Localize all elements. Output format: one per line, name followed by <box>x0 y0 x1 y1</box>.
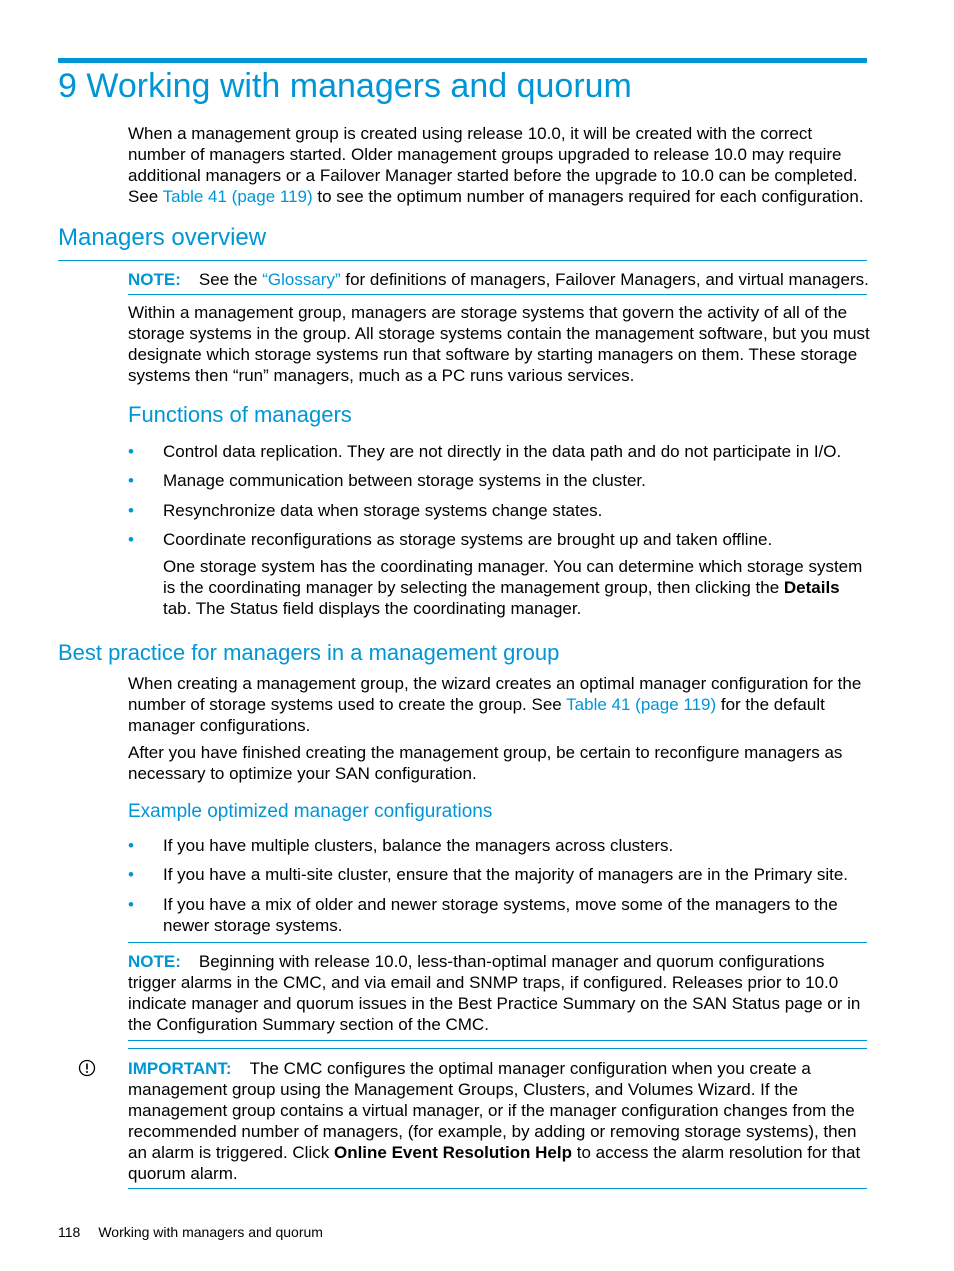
important-rule <box>128 1048 867 1049</box>
paragraph-text-tail: for the default manager configurations. <box>128 695 825 735</box>
list-item-text: Resynchronize data when storage systems change states. <box>163 501 603 520</box>
details-tab-label: Details <box>783 578 840 597</box>
overview-paragraph: Within a management group, managers are storage systems that govern the activity of all of the storage systems in the group. All storage systems contain the management software, but you must designate which storage systems run that software by starting managers on them. These storage systems then “run” managers, much as a PC runs various services. <box>128 303 870 385</box>
paragraph-text: One storage system has the coordinating manager. You can determine which storage system is the coordinating manager by selecting the management group, then clicking the <box>163 557 863 597</box>
section-rule <box>58 260 867 261</box>
paragraph-text: When creating a management group, the wizard creates an optimal manager configuration for the number of storage systems used to create the group. See <box>128 674 862 714</box>
bullet-icon: • <box>128 501 134 520</box>
note-text: See the <box>198 270 263 289</box>
note-text-tail: for definitions of managers, Failover Managers, and virtual managers. <box>340 270 869 289</box>
important-text: The CMC configures the optimal manager configuration when you create a management group using the Management Groups, Clusters, and Volumes Wizard. If the management group contains a virtual manager, or if the manager configuration changes from the recommended number of managers, (for example, by adding or removing storage systems), then an alarm is triggered. Click <box>128 1059 857 1162</box>
list-item-text: Coordinate reconfigurations as storage systems are brought up and taken offline. <box>163 530 773 549</box>
list-item-text: If you have a multi-site cluster, ensure that the majority of managers are in the Primary site. <box>163 865 849 884</box>
intro-text-tail: to see the optimum number of managers required for each configuration. <box>312 187 864 206</box>
best-practice-paragraph-1 <box>128 673 870 736</box>
note-text: Beginning with release 10.0, less-than-optimal manager and quorum configurations trigger alarms in the CMC, and via email and SNMP traps, if configured. Releases prior to 10.0 indicate manager and quorum issues in the Best Practice Summary on the SAN Status page or in the Configuration Summary section of the CMC. <box>128 952 861 1034</box>
coordinating-manager-paragraph <box>163 556 870 619</box>
intro-paragraph <box>128 123 870 207</box>
important-callout <box>128 1058 870 1184</box>
chapter-title: 9 Working with managers and quorum <box>58 67 632 105</box>
note-rule <box>128 1040 867 1041</box>
bullet-icon: • <box>128 895 134 914</box>
subsection-heading-functions: Functions of managers <box>128 402 352 427</box>
table41-link[interactable]: Table 41 (page 119) <box>566 695 717 714</box>
list-item-text: Control data replication. They are not directly in the data path and do not participate in I/O. <box>163 442 842 461</box>
important-icon <box>78 1059 96 1077</box>
page-footer <box>58 1223 323 1241</box>
footer-title: Working with managers and quorum <box>98 1224 323 1240</box>
paragraph-text-tail: tab. The Status field displays the coordinating manager. <box>163 599 582 618</box>
note-rule <box>128 942 867 943</box>
table41-link[interactable]: Table 41 (page 119) <box>162 187 313 206</box>
subsection-heading-examples: Example optimized manager configurations <box>128 801 493 822</box>
chapter-top-rule <box>58 58 867 63</box>
important-label: IMPORTANT: <box>128 1059 232 1078</box>
intro-text: When a management group is created using release 10.0, it will be created with the correct number of managers started. Older management groups upgraded to release 10.0 may require additional managers or a Failover Manager started before the upgrade to 10.0 can be completed. See <box>128 124 858 206</box>
online-help-label: Online Event Resolution Help <box>333 1143 572 1162</box>
note-rule <box>128 294 867 295</box>
glossary-note <box>128 269 870 290</box>
list-item-text: Manage communication between storage systems in the cluster. <box>163 471 646 490</box>
bullet-icon: • <box>128 836 134 855</box>
list-item-text: If you have multiple clusters, balance the managers across clusters. <box>163 836 674 855</box>
best-practice-paragraph-2: After you have finished creating the management group, be certain to reconfigure managers as necessary to optimize your SAN configuration. <box>128 743 843 783</box>
important-rule <box>128 1188 867 1189</box>
bullet-icon: • <box>128 530 134 549</box>
page-number: 118 <box>58 1224 81 1240</box>
release-note <box>128 951 870 1035</box>
note-label: NOTE: <box>128 952 181 971</box>
important-text-tail: to access the alarm resolution for that quorum alarm. <box>128 1143 861 1183</box>
section-heading-managers-overview: Managers overview <box>58 224 267 251</box>
bullet-icon: • <box>128 865 134 884</box>
list-item-text: If you have a mix of older and newer storage systems, move some of the managers to the newer storage systems. <box>163 895 838 935</box>
glossary-link[interactable]: “Glossary” <box>262 270 341 289</box>
bullet-icon: • <box>128 471 134 490</box>
note-label: NOTE: <box>128 270 181 289</box>
section-heading-best-practice: Best practice for managers in a management group <box>58 640 560 665</box>
bullet-icon: • <box>128 442 134 461</box>
